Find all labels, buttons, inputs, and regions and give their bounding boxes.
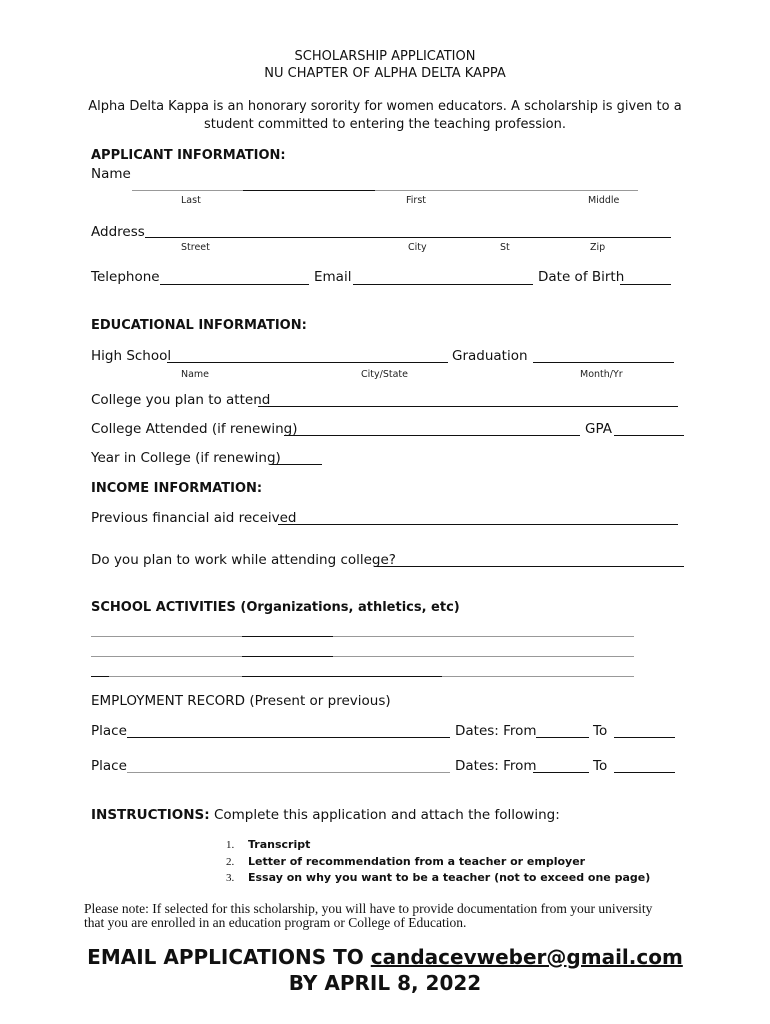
email-instruction <box>0 945 770 969</box>
dates-from-field-2[interactable] <box>533 772 589 773</box>
instruction-text-1: Transcript <box>248 838 311 851</box>
address-sub-city: City <box>408 242 427 253</box>
education-heading: EDUCATIONAL INFORMATION: <box>91 318 307 333</box>
instructions-block <box>91 807 560 823</box>
intro-line-2: student committed to entering the teaching profession. <box>203 117 566 132</box>
place-label-2: Place <box>91 758 127 774</box>
form-subtitle: NU CHAPTER OF ALPHA DELTA KAPPA <box>264 66 506 81</box>
to-field-1[interactable] <box>614 737 675 738</box>
college-attended-field[interactable] <box>284 435 580 436</box>
work-field[interactable] <box>374 566 684 567</box>
income-heading: INCOME INFORMATION: <box>91 481 263 496</box>
place-field-1[interactable] <box>127 737 450 738</box>
name-sub-middle: Middle <box>588 195 620 206</box>
place-field-2[interactable] <box>127 772 450 773</box>
name-sub-last: Last <box>181 195 201 206</box>
instruction-num-1: 1. <box>226 839 235 851</box>
instruction-text-3: Essay on why you want to be a teacher (not to exceed one page) <box>248 871 651 884</box>
high-school-field[interactable] <box>167 362 448 363</box>
graduation-field[interactable] <box>533 362 674 363</box>
hs-sub-month-yr: Month/Yr <box>580 369 623 380</box>
telephone-label: Telephone <box>91 269 160 285</box>
instruction-num-3: 3. <box>226 872 235 884</box>
name-field[interactable] <box>132 190 638 191</box>
note-line-1: Please note: If selected for this scholarship, you will have to provide documentation from your university <box>84 901 653 916</box>
name-field-underline <box>243 190 375 191</box>
work-label: Do you plan to work while attending college? <box>91 552 396 568</box>
to-label-1: To <box>593 723 608 739</box>
dates-from-label-2: Dates: From <box>455 758 537 774</box>
activities-line-2-mark <box>242 656 333 657</box>
dates-from-label-1: Dates: From <box>455 723 537 739</box>
address-label: Address <box>91 224 145 240</box>
deadline: BY APRIL 8, 2022 <box>288 971 482 995</box>
telephone-field[interactable] <box>160 284 309 285</box>
activities-heading: SCHOOL ACTIVITIES (Organizations, athletics, etc) <box>91 600 460 615</box>
dates-from-field-1[interactable] <box>536 737 589 738</box>
prev-aid-label: Previous financial aid received <box>91 510 297 526</box>
prev-aid-field[interactable] <box>278 524 678 525</box>
activities-line-1[interactable] <box>91 636 634 637</box>
instruction-item-3 <box>226 871 650 884</box>
dob-field[interactable] <box>620 284 671 285</box>
year-label: Year in College (if renewing) <box>91 450 281 466</box>
college-plan-label: College you plan to attend <box>91 392 271 408</box>
gpa-label: GPA <box>585 421 612 437</box>
graduation-label: Graduation <box>452 348 528 364</box>
address-field[interactable] <box>145 237 671 238</box>
address-sub-zip: Zip <box>590 242 606 253</box>
place-label-1: Place <box>91 723 127 739</box>
hs-sub-city-state: City/State <box>361 369 408 380</box>
email-field[interactable] <box>353 284 533 285</box>
instructions-text: Complete this application and attach the following: <box>213 807 560 823</box>
to-label-2: To <box>593 758 608 774</box>
instruction-item-1 <box>226 838 310 851</box>
high-school-label: High School <box>91 348 172 364</box>
address-sub-state: St <box>500 242 510 253</box>
gpa-field[interactable] <box>614 435 684 436</box>
email-label: Email <box>314 269 352 285</box>
college-attended-label: College Attended (if renewing) <box>91 421 298 437</box>
name-label: Name <box>91 166 131 182</box>
activities-line-3-mark-a <box>91 676 109 677</box>
activities-line-3-mark-b <box>242 676 442 677</box>
activities-line-1-mark <box>242 636 333 637</box>
intro-line-1: Alpha Delta Kappa is an honorary sorority for women educators. A scholarship is given to a <box>88 99 682 114</box>
applicant-heading: APPLICANT INFORMATION: <box>91 148 286 163</box>
email-link[interactable]: candacevweber@gmail.com <box>370 945 683 969</box>
note-line-2: that you are enrolled in an education program or College of Education. <box>84 915 467 930</box>
activities-line-2[interactable] <box>91 656 634 657</box>
form-title: SCHOLARSHIP APPLICATION <box>294 49 476 64</box>
employment-heading: EMPLOYMENT RECORD (Present or previous) <box>91 693 391 709</box>
instruction-num-2: 2. <box>226 856 235 868</box>
address-sub-street: Street <box>181 242 210 253</box>
instructions-heading: INSTRUCTIONS: <box>91 807 210 823</box>
year-field[interactable] <box>271 464 322 465</box>
instruction-text-2: Letter of recommendation from a teacher or employer <box>248 855 586 868</box>
hs-sub-name: Name <box>181 369 210 380</box>
dob-label: Date of Birth <box>538 269 625 285</box>
instruction-item-2 <box>226 855 585 868</box>
to-field-2[interactable] <box>614 772 675 773</box>
name-sub-first: First <box>406 195 426 206</box>
email-prefix: EMAIL APPLICATIONS TO <box>87 945 364 969</box>
college-plan-field[interactable] <box>258 406 678 407</box>
